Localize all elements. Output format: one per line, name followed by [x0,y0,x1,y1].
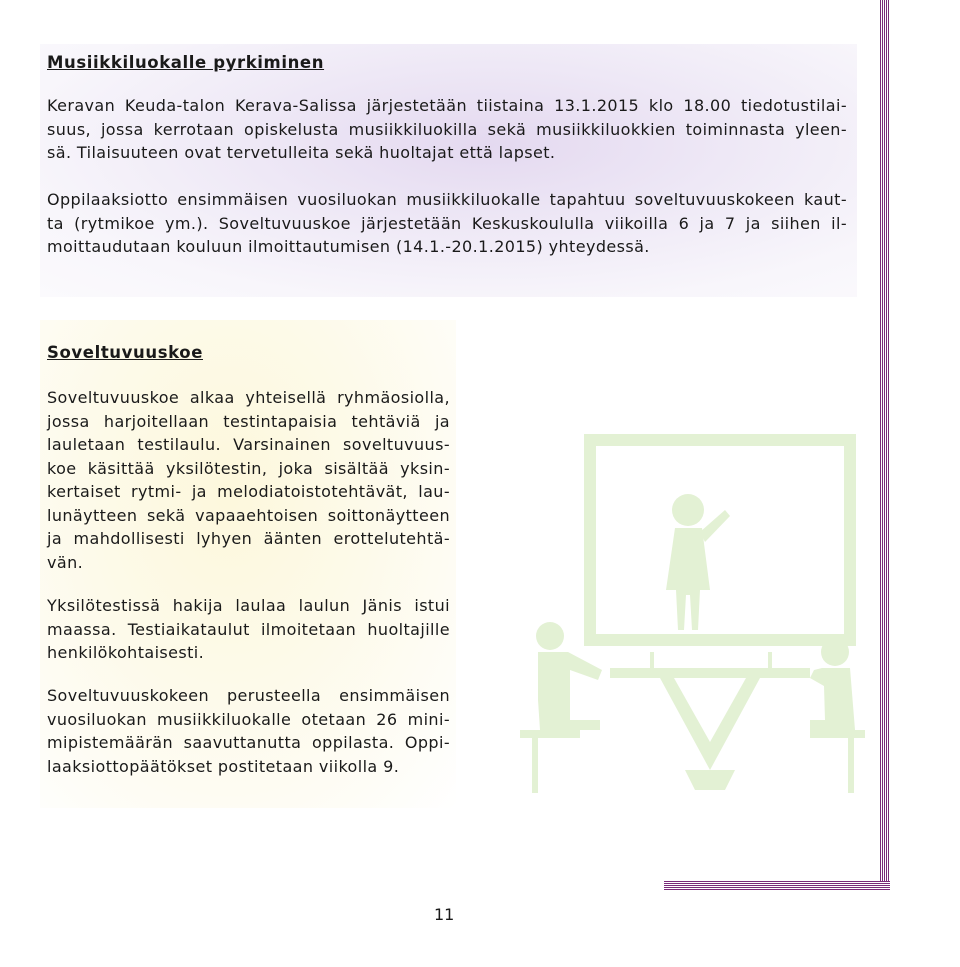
desk-post-left-shape [650,652,654,668]
classroom-illustration [510,430,870,810]
paragraph-line: kertaiset rytmi- ja melodiatoistotehtävät, lau- [47,482,450,501]
info-event-paragraph [47,94,847,165]
paragraph-line: Oppilaaksiotto ensimmäisen vuosiluokan musiikkiluokalle tapahtuu soveltuvuuskokeen kaut- [47,190,847,209]
desk-legs-shape [660,678,760,770]
right-chair-shape [810,730,865,738]
admission-paragraph [47,188,847,259]
paragraph-line: laaksiottopäätökset postitetaan viikolla 9. [47,756,400,776]
paragraph-line: Keravan Keuda-talon Kerava-Salissa järjestetään tiistaina 13.1.2015 klo 18.00 tiedotustilai- [47,96,847,115]
page-border-right [880,0,890,808]
right-chair-leg-shape [848,738,854,793]
left-student-body-shape [538,652,602,730]
desk-base-shape [685,770,735,790]
info-box-background [40,44,857,297]
page-border-bottom [664,881,890,890]
paragraph-line: sä. Tilaisuuteen ovat tervetulleita sekä huoltajat että lapset. [47,143,556,162]
section-heading-admission: Musiikkiluokalle pyrkiminen [47,53,325,72]
paragraph-line: mipistemäärän saavuttanutta oppilasta. Oppi- [47,733,450,752]
paragraph-line: henkilökohtaisesti. [47,643,205,662]
paragraph-line: Soveltuvuuskokeen perusteella ensimmäisen [47,686,450,705]
paragraph-line: ta (rytmikoe ym.). Soveltuvuuskoe järjestetään Keskuskoululla viikoilla 6 ja 7 ja siihen il- [47,213,847,233]
paragraph-line: ja mahdollisesti lyhyen äänten erottelutehtä- [47,529,450,548]
paragraph-line: suus, jossa kerrotaan opiskelusta musiikkiluokilla sekä musiikkiluokkien toiminnasta yleen- [47,119,847,139]
paragraph-line: vän. [47,552,84,572]
aptitude-test-paragraph [47,386,450,574]
child-arm-shape [700,510,730,542]
paragraph-line: lunäytteen sekä vapaaehtoisen soittonäytteen [47,505,450,525]
paragraph-line: jossa harjoitellaan testintapaisia tehtäviä ja [47,411,450,431]
left-chair-shape [520,730,580,738]
left-chair-leg-shape [532,738,538,793]
selection-paragraph [47,684,450,778]
left-student-head-shape [536,622,564,650]
paragraph-line: Yksilötestissä hakija laulaa laulun Jänis istui [47,596,450,615]
right-student-body-shape [810,668,855,730]
paragraph-line: moittaudutaan kouluun ilmoittautumisen (14.1.-20.1.2015) yhteydessä. [47,237,650,256]
paragraph-line: lauletaan testilaulu. Varsinainen soveltuvuus- [47,435,450,454]
whiteboard-shape [590,440,850,640]
desk-top-shape [610,668,810,678]
child-body-shape [666,528,710,630]
paragraph-line: koe käsittää yksilötestin, joka sisältää yksin- [47,458,450,478]
paragraph-line: maassa. Testiaikataulut ilmoitetaan huoltajille [47,619,450,639]
child-head-shape [672,494,704,526]
individual-test-paragraph [47,594,450,665]
section-heading-aptitude-test: Soveltuvuuskoe [47,343,203,362]
page-number: 11 [434,905,455,924]
paragraph-line: vuosiluokan musiikkiluokalle otetaan 26 mini- [47,709,450,729]
right-student-head-shape [821,638,849,666]
desk-post-right-shape [768,652,772,668]
paragraph-line: Soveltuvuuskoe alkaa yhteisellä ryhmäosiolla, [47,388,450,407]
page-border-corner [880,808,890,890]
